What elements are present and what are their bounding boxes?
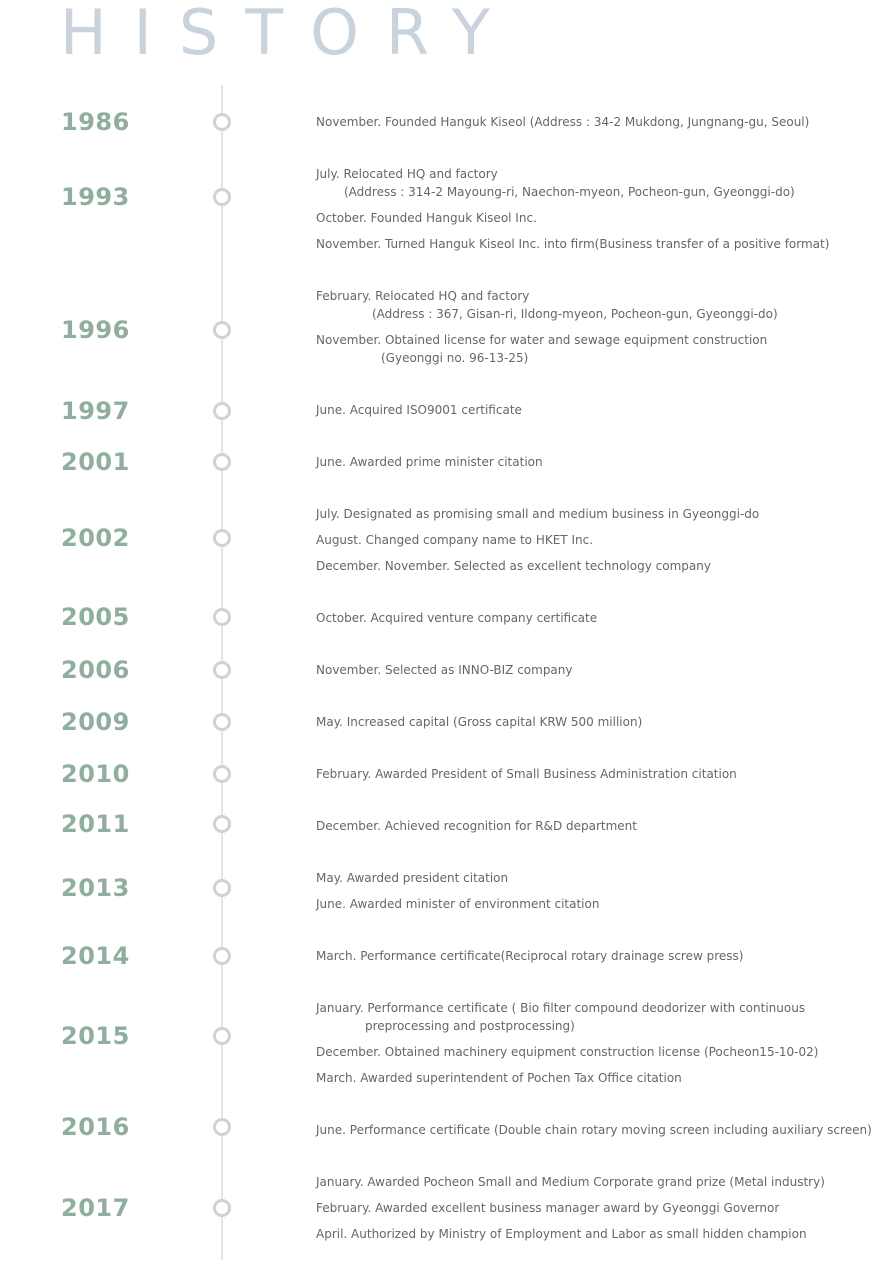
event-text: December. Achieved recognition for R&D department: [316, 819, 637, 833]
event-text: June. Awarded minister of environment citation: [316, 897, 600, 911]
event-text: November. Founded Hanguk Kiseol (Address : 34-2 Mukdong, Jungnang-gu, Seoul): [316, 115, 810, 129]
event-text: August. Changed company name to HKET Inc.: [316, 533, 594, 547]
timeline-events: [316, 113, 856, 131]
timeline-events: [316, 287, 856, 367]
timeline-dot: [213, 608, 231, 626]
event-subtext: (Address : 367, Gisan-ri, Ildong-myeon, Pocheon-gun, Gyeonggi-do): [372, 307, 778, 321]
timeline-event: [316, 817, 856, 835]
timeline-events: [316, 505, 856, 575]
timeline-event: [316, 453, 856, 471]
timeline-year: 2001: [61, 448, 130, 476]
timeline-events: [316, 609, 856, 627]
timeline-event: [316, 895, 856, 913]
timeline-dot: [213, 529, 231, 547]
timeline-dot: [213, 879, 231, 897]
event-text: June. Awarded prime minister citation: [316, 455, 543, 469]
event-text: June. Acquired ISO9001 certificate: [316, 403, 522, 417]
timeline-events: [316, 817, 856, 835]
timeline-year: 2016: [61, 1113, 130, 1141]
timeline-event: [316, 531, 856, 549]
event-text: October. Acquired venture company certificate: [316, 611, 598, 625]
timeline-event: [316, 1121, 872, 1139]
event-text: July. Designated as promising small and medium business in Gyeonggi-do: [316, 507, 760, 521]
timeline-dot: [213, 188, 231, 206]
event-text: April. Authorized by Ministry of Employment and Labor as small hidden champion: [316, 1227, 807, 1241]
timeline-dot: [213, 321, 231, 339]
timeline-year: 1986: [61, 108, 130, 136]
timeline-event: [316, 1069, 856, 1087]
timeline-year: 2006: [61, 656, 130, 684]
page-title: HISTORY: [60, 0, 517, 69]
timeline-events: [316, 661, 856, 679]
event-text: November. Turned Hanguk Kiseol Inc. into firm(Business transfer of a positive format): [316, 237, 830, 251]
timeline-event: [316, 557, 856, 575]
event-text: November. Obtained license for water and sewage equipment construction: [316, 333, 768, 347]
event-text: June. Performance certificate (Double chain rotary moving screen including auxiliary screen): [316, 1123, 872, 1137]
timeline-events: [316, 1121, 872, 1139]
event-text: January. Awarded Pocheon Small and Medium Corporate grand prize (Metal industry): [316, 1175, 825, 1189]
event-text: March. Awarded superintendent of Pochen Tax Office citation: [316, 1071, 682, 1085]
timeline-event: [316, 947, 856, 965]
event-subtext: (Gyeonggi no. 96-13-25): [381, 351, 529, 365]
timeline-dot: [213, 713, 231, 731]
timeline-events: [316, 765, 856, 783]
timeline-dot: [213, 947, 231, 965]
timeline-dot: [213, 1027, 231, 1045]
timeline-event: [316, 661, 856, 679]
timeline-event: [316, 287, 856, 323]
timeline-event: [316, 1043, 856, 1061]
timeline-dot: [213, 765, 231, 783]
timeline-events: [316, 401, 856, 419]
event-text: February. Awarded excellent business manager award by Gyeonggi Governor: [316, 1201, 780, 1215]
timeline-events: [316, 947, 856, 965]
timeline-year: 2005: [61, 603, 130, 631]
timeline-dot: [213, 1118, 231, 1136]
event-text: March. Performance certificate(Reciprocal rotary drainage screw press): [316, 949, 744, 963]
timeline-event: [316, 1199, 856, 1217]
timeline-year: 2013: [61, 874, 130, 902]
timeline-events: [316, 869, 856, 913]
event-text: July. Relocated HQ and factory: [316, 167, 498, 181]
timeline-event: [316, 401, 856, 419]
timeline-year: 2002: [61, 524, 130, 552]
timeline-events: [316, 1173, 856, 1243]
timeline-dot: [213, 113, 231, 131]
timeline-year: 1993: [61, 183, 130, 211]
timeline-year: 2011: [61, 810, 130, 838]
timeline-events: [316, 165, 856, 253]
timeline-year: 2017: [61, 1194, 130, 1222]
event-text: December. November. Selected as excellent technology company: [316, 559, 711, 573]
timeline-event: [316, 113, 856, 131]
event-text: February. Relocated HQ and factory: [316, 289, 530, 303]
timeline-event: [316, 765, 856, 783]
timeline-events: [316, 713, 856, 731]
timeline-year: 1997: [61, 397, 130, 425]
timeline-dot: [213, 1199, 231, 1217]
timeline-event: [316, 1173, 856, 1191]
timeline-event: [316, 165, 856, 201]
timeline-year: 2015: [61, 1022, 130, 1050]
timeline-year: 1996: [61, 316, 130, 344]
timeline-dot: [213, 661, 231, 679]
timeline-dot: [213, 453, 231, 471]
timeline-event: [316, 609, 856, 627]
timeline-events: [316, 453, 856, 471]
timeline-event: [316, 209, 856, 227]
timeline-event: [316, 713, 856, 731]
timeline-dot: [213, 815, 231, 833]
event-subtext: preprocessing and postprocessing): [365, 1019, 575, 1033]
event-text: February. Awarded President of Small Business Administration citation: [316, 767, 737, 781]
timeline-year: 2010: [61, 760, 130, 788]
timeline-dot: [213, 402, 231, 420]
event-text: October. Founded Hanguk Kiseol Inc.: [316, 211, 537, 225]
event-text: December. Obtained machinery equipment construction license (Pocheon15-10-02): [316, 1045, 819, 1059]
event-text: January. Performance certificate ( Bio filter compound deodorizer with continuous: [316, 1001, 806, 1015]
event-text: May. Awarded president citation: [316, 871, 509, 885]
event-text: November. Selected as INNO-BIZ company: [316, 663, 573, 677]
timeline-year: 2009: [61, 708, 130, 736]
timeline-event: [316, 869, 856, 887]
event-text: May. Increased capital (Gross capital KRW 500 million): [316, 715, 643, 729]
timeline-event: [316, 331, 856, 367]
event-subtext: (Address : 314-2 Mayoung-ri, Naechon-myeon, Pocheon-gun, Gyeonggi-do): [344, 185, 795, 199]
timeline-year: 2014: [61, 942, 130, 970]
timeline-events: [316, 999, 856, 1087]
timeline-event: [316, 235, 856, 253]
timeline-event: [316, 1225, 856, 1243]
timeline-event: [316, 999, 856, 1035]
timeline-event: [316, 505, 856, 523]
